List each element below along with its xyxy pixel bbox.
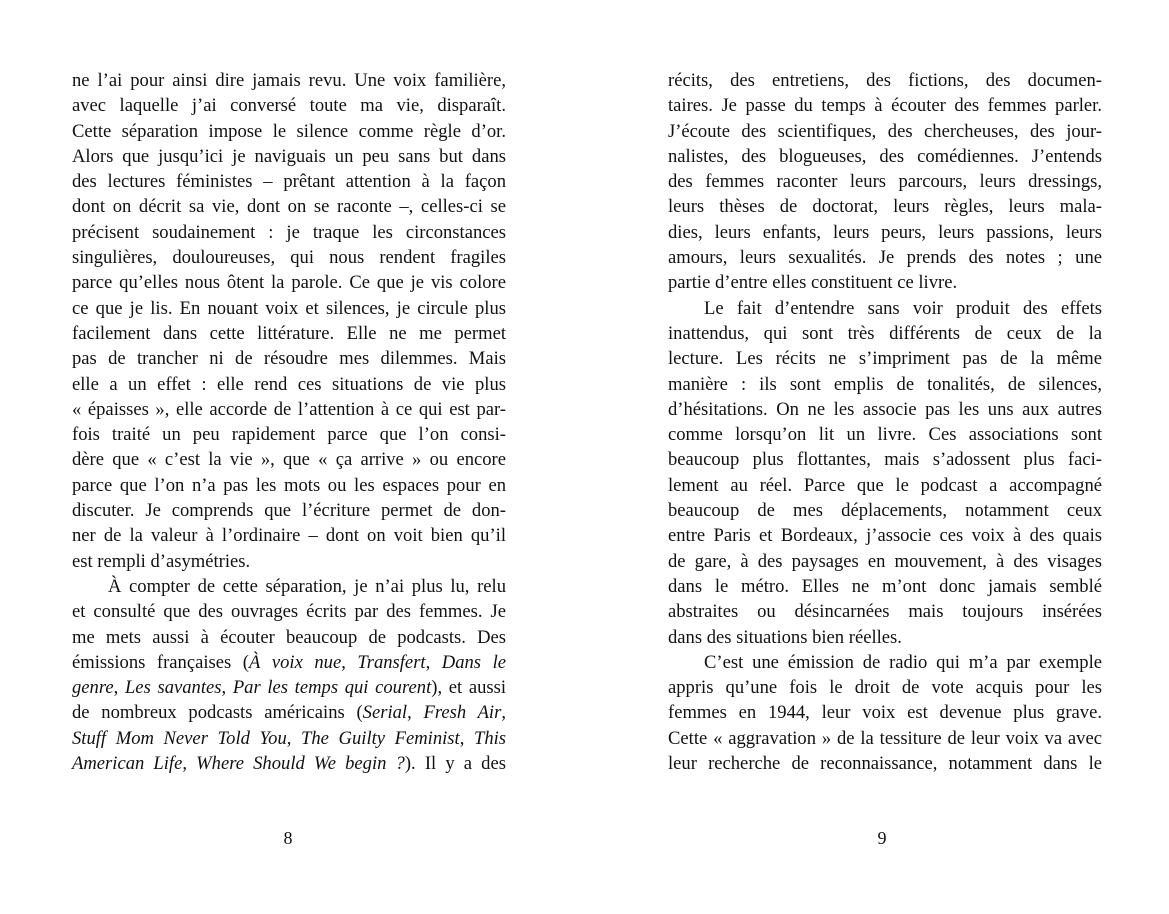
text-line: discuter. Je comprends que l’écriture permet de don- [72, 500, 506, 522]
text-line: d’hésitations. On ne les associe pas les uns aux autres [668, 398, 1102, 420]
text-line-with-titles [72, 675, 506, 700]
italic-title: Where Should We begin ? [196, 753, 405, 775]
text-line-with-titles [72, 650, 506, 675]
text-line: Cette « aggravation » de la tessiture de leur voix va avec [668, 727, 1102, 749]
text-segment: , [501, 702, 506, 724]
text-line: femmes en 1944, leur voix est devenue plus grave. [668, 702, 1102, 724]
italic-title: genre [72, 677, 114, 699]
text-line-with-titles [72, 726, 506, 751]
text-line: inattendus, qui sont très différents de ceux de la [668, 322, 1102, 344]
italic-title: This [473, 727, 507, 749]
text-line: leur recherche de reconnaissance, notamment dans le [668, 753, 1102, 775]
text-line: leurs thèses de doctorat, leurs règles, leurs mala- [668, 196, 1102, 218]
text-line: beaucoup plus flottantes, mais s’adossent plus faci- [668, 449, 1102, 471]
text-line: dont on décrit sa vie, dont on se raconte –, celles-ci se [72, 196, 506, 218]
text-line: lecture. Les récits ne s’impriment pas de la même [668, 348, 1102, 370]
text-segment: , [459, 727, 474, 749]
text-line-with-titles [72, 700, 506, 725]
text-line: dies, leurs enfants, leurs peurs, leurs passions, leurs [668, 221, 1102, 243]
text-segment: , [113, 677, 125, 699]
text-line: ce que je lis. En nouant voix et silences, je circule plus [72, 297, 506, 319]
italic-title: Stuff Mom Never Told You [72, 727, 287, 749]
text-line: amours, leurs sexualités. Je prends des notes ; une [668, 247, 1102, 269]
text-line: dans des situations bien réelles. [668, 626, 902, 648]
italic-title: Les savantes [124, 677, 222, 699]
italic-title: Dans le [441, 651, 506, 673]
text-segment: , [221, 677, 233, 699]
text-line: singulières, douloureuses, qui nous rendent fragiles [72, 247, 506, 269]
text-line: beaucoup de mes déplacements, notamment ceux [668, 500, 1102, 522]
text-segment: , [407, 702, 424, 724]
text-line: des lectures féministes – prêtant attention à la façon [72, 171, 506, 193]
right-page [668, 68, 1102, 776]
text-line: pas de trancher ni de résoudre mes dilemmes. Mais [72, 348, 506, 370]
italic-title: Serial [362, 702, 408, 724]
text-line: Alors que jusqu’ici je naviguais un peu sans but dans [72, 145, 506, 167]
text-segment: , [286, 727, 302, 749]
text-line: dère que « c’est la vie », que « ça arrive » ou encore [72, 449, 506, 471]
left-page [72, 68, 506, 776]
text-segment: émissions françaises ( [72, 651, 249, 673]
text-line: abstraites ou désincarnées mais toujours insérées [668, 601, 1102, 623]
text-line: parce que l’on n’a pas les mots ou les espaces pour en [72, 474, 506, 496]
text-segment: de nombreux podcasts américains ( [72, 702, 363, 724]
italic-title: American Life [72, 753, 183, 775]
text-line: J’écoute des scientifiques, des chercheuses, des jour- [668, 120, 1102, 142]
text-line: précisent soudainement : je traque les circonstances [72, 221, 506, 243]
text-line: dans le métro. Elles ne m’ont donc jamais semblé [668, 575, 1102, 597]
text-line: elle a un effet : elle rend ces situations de vie plus [72, 373, 506, 395]
text-line: partie d’entre elles constituent ce livre. [668, 272, 958, 294]
text-line: de gare, à des paysages en mouvement, à des visages [668, 550, 1102, 572]
text-line: ne l’ai pour ainsi dire jamais revu. Une voix familière, [72, 70, 506, 91]
italic-title: The Guilty Feminist [301, 727, 460, 749]
text-line: récits, des entretiens, des fictions, des documen- [668, 70, 1102, 91]
text-line: avec laquelle j’ai conversé toute ma vie, disparaît. [72, 95, 506, 117]
text-line: appris qu’une fois le droit de vote acquis pour les [668, 677, 1102, 699]
text-line: « épaisses », elle accorde de l’attention à ce qui est par- [72, 398, 506, 420]
text-segment: ). Il y a des [404, 753, 506, 775]
paragraph-start-line: Le fait d’entendre sans voir produit des effets [704, 297, 1102, 319]
text-line: est rempli d’asymétries. [72, 550, 251, 572]
page-number: 9 [877, 828, 887, 848]
italic-title: Transfert [357, 651, 426, 673]
italic-title: Par les temps qui courent [232, 677, 432, 699]
text-line: lement au réel. Parce que le podcast a accompagné [668, 474, 1102, 496]
text-segment: , [182, 753, 197, 775]
text-line: manière : ils sont emplis de tonalités, de silences, [668, 373, 1102, 395]
text-line: des femmes raconter leurs parcours, leurs dressings, [668, 171, 1102, 193]
text-line: facilement dans cette littérature. Elle ne me permet [72, 322, 506, 344]
italic-title: À voix nue [248, 651, 342, 673]
text-line: Cette séparation impose le silence comme règle d’or. [72, 120, 506, 142]
paragraph-start-line: À compter de cette séparation, je n’ai plus lu, relu [108, 575, 506, 597]
text-segment: ), et aussi [431, 677, 507, 699]
text-line: nalistes, des blogueuses, des comédiennes. J’entends [668, 145, 1102, 167]
text-line: entre Paris et Bordeaux, j’associe ces voix à des quais [668, 525, 1102, 547]
page-number: 8 [283, 828, 293, 848]
text-line: taires. Je passe du temps à écouter des femmes parler. [668, 95, 1102, 117]
text-line-with-titles [72, 751, 506, 776]
text-line: parce qu’elles nous ôtent la parole. Ce que je vis colore [72, 272, 506, 294]
paragraph-start-line: C’est une émission de radio qui m’a par exemple [704, 651, 1102, 673]
text-line: me mets aussi à écouter beaucoup de podcasts. Des [72, 626, 506, 648]
text-line: comme lorsqu’on lit un livre. Ces associations sont [668, 424, 1102, 446]
text-line: ner de la valeur à l’ordinaire – dont on voit bien qu’il [72, 525, 506, 547]
italic-title: Fresh Air [423, 702, 502, 724]
text-segment: , [425, 651, 442, 673]
text-line: fois traité un peu rapidement parce que l’on consi- [72, 424, 506, 446]
text-line: et consulté que des ouvrages écrits par des femmes. Je [72, 601, 506, 623]
text-segment: , [341, 651, 358, 673]
